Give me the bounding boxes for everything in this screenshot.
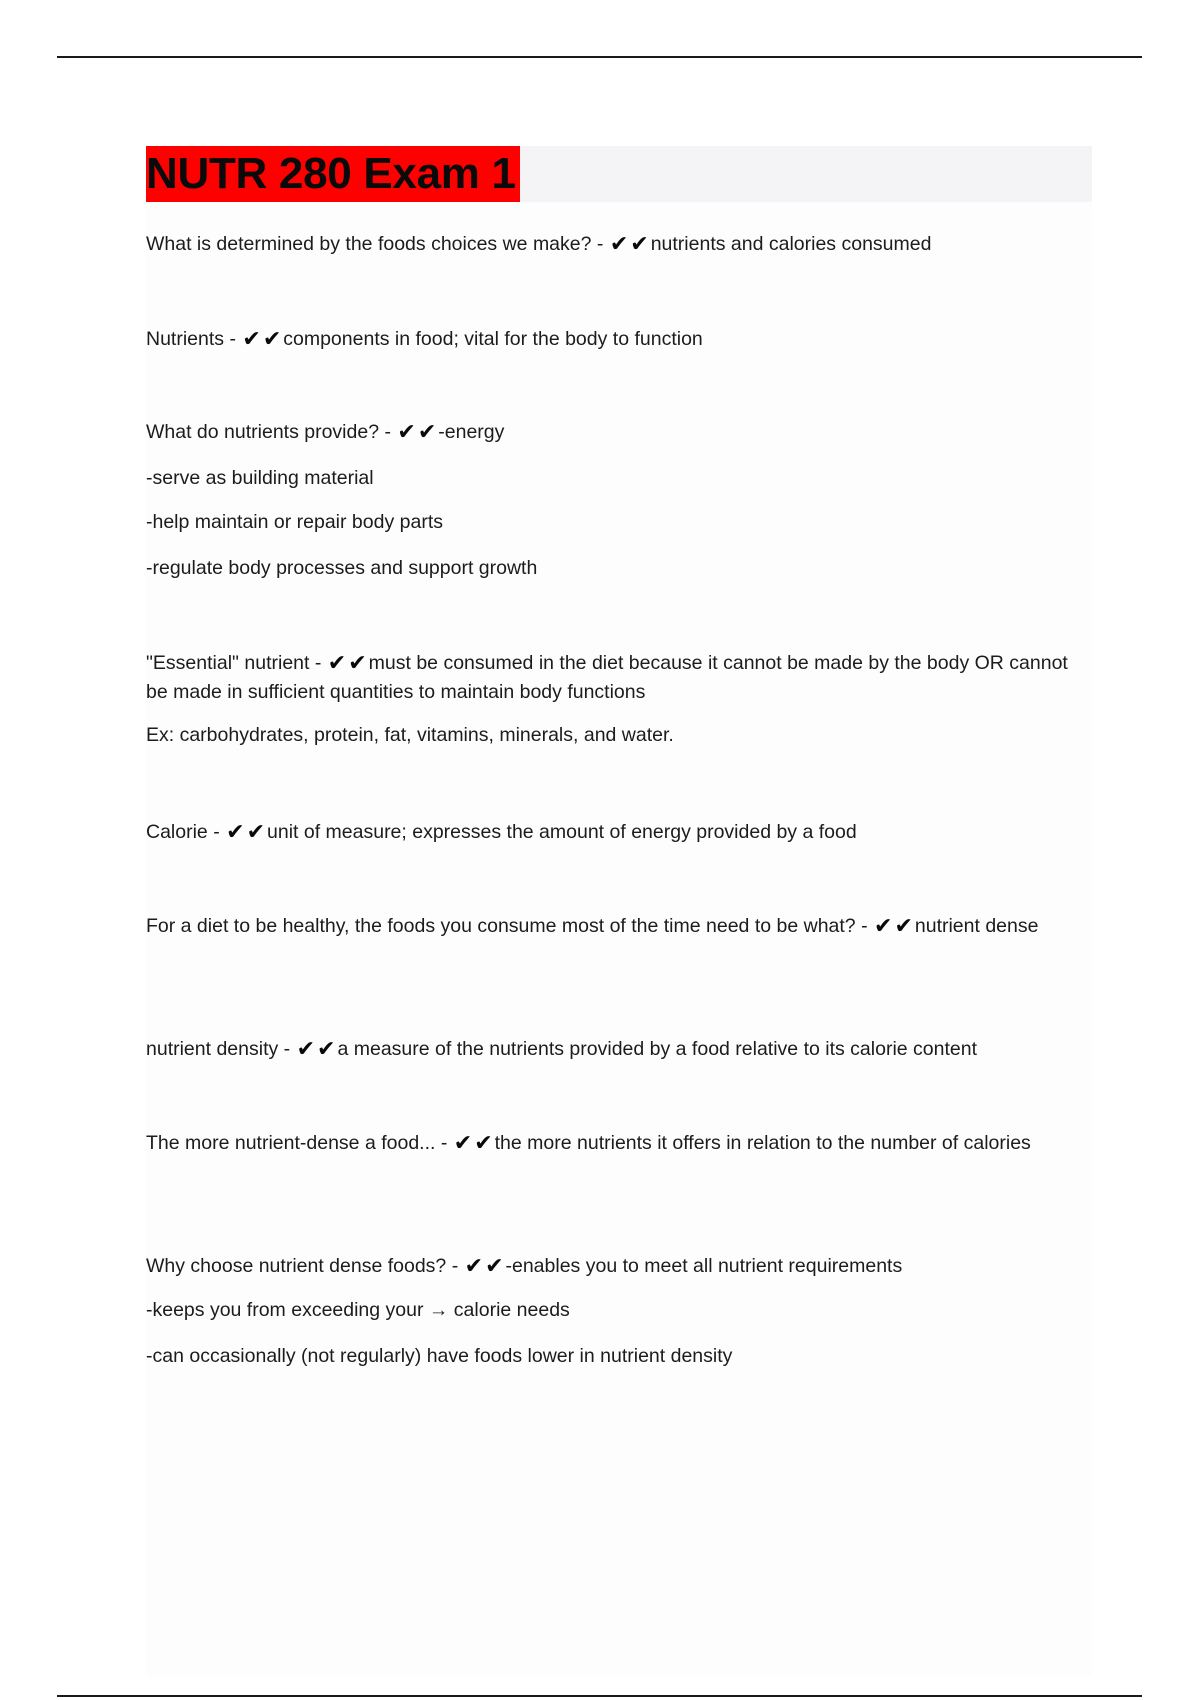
question-text: "Essential" nutrient — [146, 652, 310, 674]
qa-card — [146, 818, 1092, 847]
check-icon: ✔ — [317, 1036, 336, 1061]
question-text: nutrient density — [146, 1038, 279, 1060]
answer-text: a measure of the nutrients provided by a food relative to its calorie content — [337, 1038, 977, 1060]
question-text: The more nutrient-dense a food... — [146, 1132, 436, 1154]
separator: - — [591, 233, 609, 255]
qa-card — [146, 912, 1092, 941]
check-icons — [873, 915, 914, 937]
check-icon: ✔ — [417, 419, 437, 444]
check-icon: ✔ — [296, 1036, 316, 1061]
question-text: Nutrients — [146, 328, 225, 350]
title-band — [146, 146, 1092, 202]
footer-rule — [57, 1695, 1142, 1697]
qa-card — [146, 230, 1092, 259]
answer-extra-line: -help maintain or repair body parts — [146, 511, 443, 533]
check-icon: ✔ — [226, 819, 245, 844]
qa-card — [146, 1129, 1092, 1158]
check-icons — [453, 1132, 494, 1154]
separator: - — [435, 1132, 453, 1154]
separator: - — [379, 421, 397, 443]
check-icon: ✔ — [348, 650, 367, 675]
separator: - — [309, 652, 327, 674]
qa-line — [146, 1129, 1092, 1158]
check-icon: ✔ — [894, 913, 913, 938]
header-rule — [57, 56, 1142, 58]
check-icon: ✔ — [242, 326, 261, 351]
qa-line — [146, 1035, 1092, 1064]
qa-card — [146, 418, 1092, 583]
separator: - — [855, 915, 873, 937]
qa-line — [146, 1252, 1092, 1281]
check-icons — [327, 652, 368, 674]
check-icon: ✔ — [609, 231, 629, 256]
check-icons — [225, 821, 266, 843]
check-icon: ✔ — [630, 231, 649, 256]
answer-extra-line: -can occasionally (not regularly) have foods lower in nutrient density — [146, 1345, 733, 1367]
check-icons — [396, 421, 437, 443]
check-icon: ✔ — [246, 819, 265, 844]
answer-text: nutrients and calories consumed — [650, 233, 932, 255]
answer-text: -enables you to meet all nutrient requirements — [505, 1255, 903, 1277]
check-icon: ✔ — [474, 1130, 493, 1155]
answer-text: nutrient dense — [914, 915, 1039, 937]
answer-extra-line: Ex: carbohydrates, protein, fat, vitamins, minerals, and water. — [146, 724, 674, 746]
qa-line — [146, 649, 1092, 707]
separator: - — [224, 328, 242, 350]
qa-card — [146, 1252, 1092, 1371]
answer-text: components in food; vital for the body to function — [283, 328, 703, 350]
qa-card — [146, 649, 1092, 750]
question-text: For a diet to be healthy, the foods you consume most of the time need to be what? — [146, 915, 856, 937]
answer-extra-line: -keeps you from exceeding your → calorie needs — [146, 1299, 570, 1321]
qa-card — [146, 325, 1092, 354]
answer-text: -energy — [438, 421, 505, 443]
qa-line — [146, 230, 1092, 259]
qa-line — [146, 912, 1092, 941]
question-text: Why choose nutrient dense foods? — [146, 1255, 447, 1277]
qa-line — [146, 818, 1092, 847]
separator: - — [207, 821, 226, 843]
check-icon: ✔ — [397, 419, 416, 444]
qa-line — [146, 418, 1092, 447]
check-icon: ✔ — [464, 1253, 484, 1278]
check-icons — [609, 233, 650, 255]
check-icons — [241, 328, 282, 350]
check-icon: ✔ — [327, 650, 347, 675]
question-text: What do nutrients provide? — [146, 421, 380, 443]
check-icon: ✔ — [485, 1253, 504, 1278]
check-icons — [464, 1255, 505, 1277]
qa-line — [146, 325, 1092, 354]
question-text: Calorie — [146, 821, 208, 843]
answer-extra-line: -regulate body processes and support growth — [146, 557, 538, 579]
check-icons — [296, 1038, 337, 1060]
answer-extra-line: -serve as building material — [146, 467, 374, 489]
answer-text: the more nutrients it offers in relation to the number of calories — [494, 1132, 1031, 1154]
question-text: What is determined by the foods choices we make? — [146, 233, 592, 255]
separator: - — [446, 1255, 464, 1277]
page-content — [146, 146, 1092, 1676]
answer-text: must be consumed in the diet because it cannot be made by the body OR cannot be made in sufficient quantities to maintain body functions — [146, 652, 1068, 703]
separator: - — [278, 1038, 296, 1060]
answer-text: unit of measure; expresses the amount of energy provided by a food — [267, 821, 857, 843]
page-title: NUTR 280 Exam 1 — [146, 146, 520, 202]
check-icon: ✔ — [453, 1130, 473, 1155]
qa-card — [146, 1035, 1092, 1064]
check-icon: ✔ — [874, 913, 893, 938]
check-icon: ✔ — [262, 326, 282, 351]
